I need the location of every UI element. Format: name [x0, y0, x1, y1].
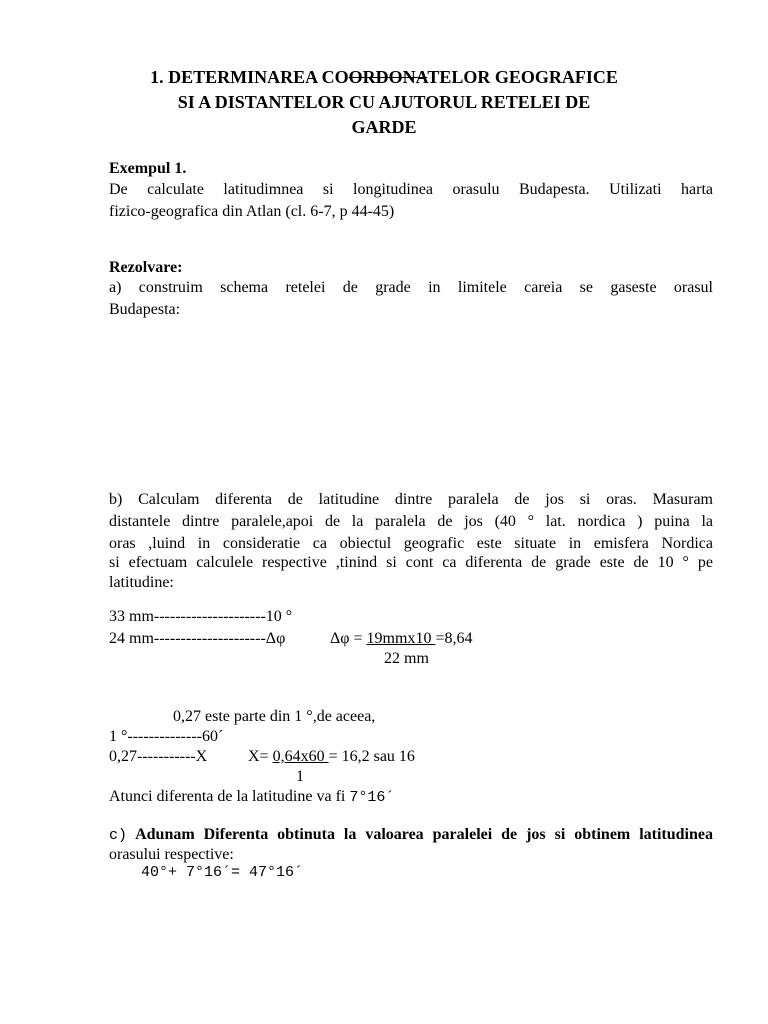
- calc2-result: = 16,2 sau 16: [328, 748, 415, 765]
- solution-a-line1: a) construim schema retelei de grade in limitele careia se gaseste orasul: [109, 279, 713, 296]
- example-heading: Exempul 1.: [109, 160, 187, 177]
- solution-heading: Rezolvare:: [109, 259, 183, 276]
- calc2-formula: [248, 748, 415, 766]
- page-title: [0, 66, 768, 89]
- title-line3: GARDE: [351, 117, 417, 137]
- part-c-line1: [109, 826, 713, 844]
- title-line1-post: TELOR GEOGRAFICE: [427, 67, 618, 87]
- calc2-row1: 1 °--------------60´: [109, 728, 224, 745]
- title-line2: SI A DISTANTELOR CU AJUTORUL RETELEI DE: [177, 92, 591, 112]
- calc2-denominator: 1: [296, 768, 304, 785]
- calc2-numerator: 0,64x60: [272, 748, 329, 765]
- calc1-row2-left: 24 mm---------------------Δφ: [109, 630, 286, 647]
- calc1-eq: Δφ =: [330, 630, 367, 647]
- part-c-line1-text: Adunam Diferenta obtinuta la valoarea paralelei de jos si obtinem latitudinea: [127, 826, 713, 843]
- calc2-result-line: [109, 788, 394, 806]
- part-b-line3: oras ,luind in consideratie ca obiectul geografic este situate in emisfera Nordica: [109, 535, 713, 552]
- part-b-line4: si efectuam calculele respective ,tinind si cont ca diferenta de grade este de 10 ° pe: [109, 554, 713, 571]
- calc2-row2-left: 0,27-----------X: [109, 748, 208, 765]
- part-b-line5: latitudine:: [109, 574, 174, 591]
- calc1-result: =8,64: [435, 630, 473, 647]
- calc1-denominator: 22 mm: [384, 650, 429, 667]
- title-line1-pre: 1. DETERMINAREA CO: [150, 67, 349, 87]
- calc2-intro: 0,27 este parte din 1 °,de aceea,: [173, 708, 376, 725]
- example-line2: fizico-geografica din Atlan (cl. 6-7, p 44-45): [109, 203, 395, 220]
- calc2-eq: X=: [248, 748, 273, 765]
- example-line1: De calculate latitudimnea si longitudinea orasulu Budapesta. Utilizati harta: [109, 181, 713, 198]
- part-b-line2: distantele dintre paralele,apoi de la paralela de jos (40 ° lat. nordica ) puina la: [109, 513, 713, 530]
- title-line1-strikethrough: ORDONA: [348, 67, 428, 87]
- calc1-numerator: 19mmx10: [366, 630, 436, 647]
- part-c-final: 40°+ 7°16´= 47°16´: [141, 864, 304, 881]
- part-c-line2: orasului respective:: [109, 846, 234, 863]
- calc2-result-text: Atunci diferenta de la latitudine va fi: [109, 788, 350, 805]
- solution-a-line2: Budapesta:: [109, 301, 181, 318]
- calc1-formula: [330, 630, 472, 648]
- part-c-label: c): [109, 827, 128, 844]
- calc2-result-value: 7°16´: [349, 789, 395, 806]
- part-b-line1: b) Calculam diferenta de latitudine dintre paralela de jos si oras. Masuram: [109, 491, 713, 508]
- calc1-row1: 33 mm---------------------10 °: [109, 608, 293, 625]
